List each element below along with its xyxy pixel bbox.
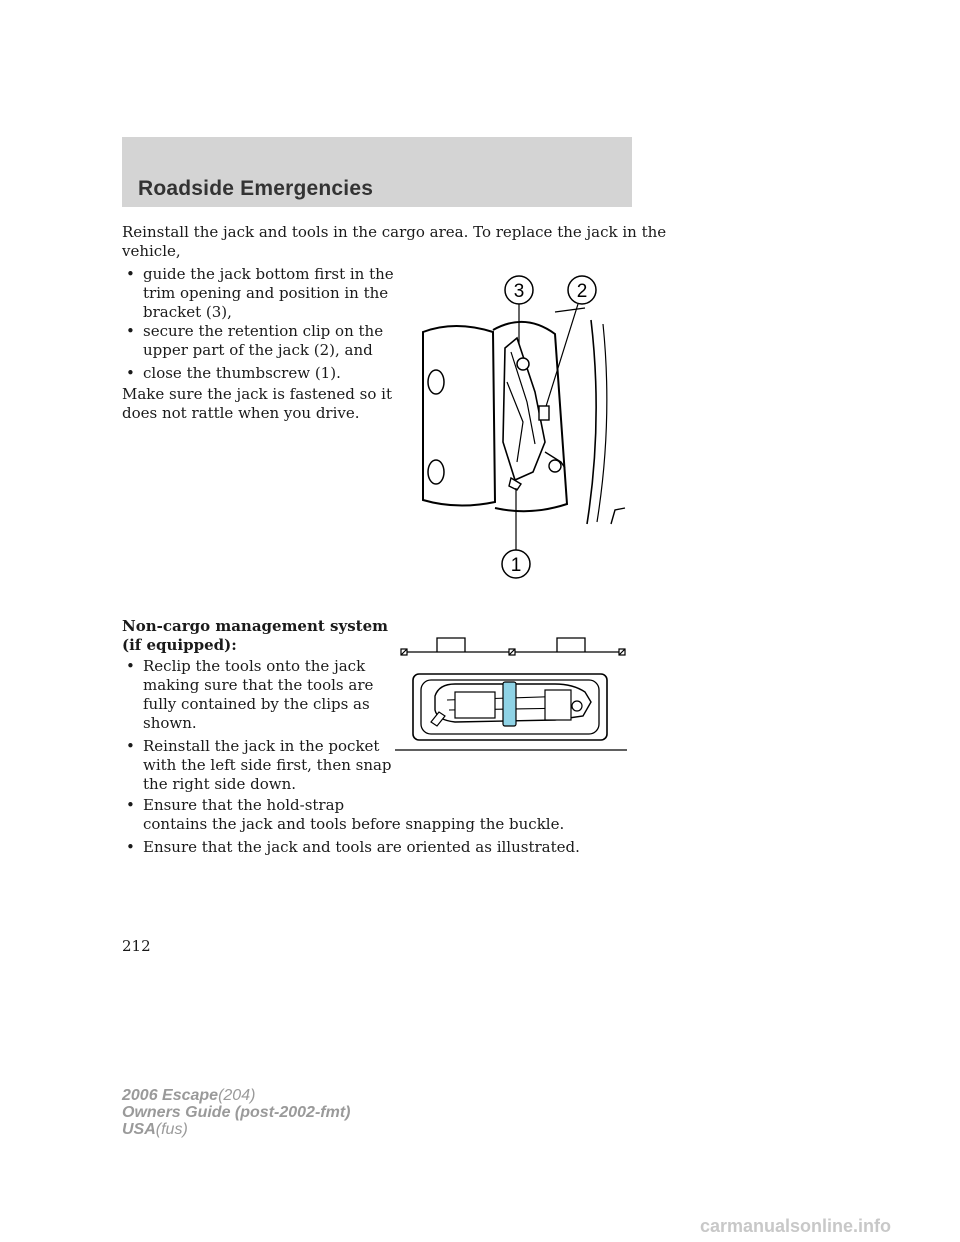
footer-market: USA — [122, 1121, 156, 1138]
item-2-line-2: with the left side first, then snap — [143, 756, 392, 774]
fasten-note-line-2: does not rattle when you drive. — [122, 404, 360, 422]
footer-model: 2006 Escape — [122, 1087, 219, 1104]
step-2-line-2: upper part of the jack (2), and — [143, 341, 373, 359]
callout-1-label: 1 — [510, 555, 522, 576]
section-title: Roadside Emergencies — [138, 177, 374, 200]
section-header-band — [122, 137, 632, 207]
item-3-line-1: Ensure that the hold-strap — [143, 796, 345, 814]
intro-line-2: vehicle, — [122, 242, 181, 260]
item-2-line-1: Reinstall the jack in the pocket — [143, 737, 380, 755]
item-1-line-1: Reclip the tools onto the jack — [143, 657, 366, 675]
bullet-glyph: • — [126, 657, 135, 675]
fasten-note-line-1: Make sure the jack is fastened so it — [122, 385, 392, 403]
bullet-glyph: • — [126, 322, 135, 340]
bullet-glyph: • — [126, 737, 135, 755]
step-1-line-2: trim opening and position in the — [143, 284, 389, 302]
item-1-line-2: making sure that the tools are — [143, 676, 374, 694]
jack-pocket-figure — [395, 632, 635, 752]
bullet-glyph: • — [126, 364, 135, 382]
footer-market-code: (fus) — [155, 1121, 188, 1138]
watermark: carmanualsonline.info — [700, 1216, 892, 1236]
item-2-line-3: the right side down. — [143, 775, 297, 793]
trim-door — [423, 326, 495, 506]
jack-installation-figure — [405, 272, 635, 582]
item-3-line-2: contains the jack and tools before snapping the buckle. — [143, 815, 565, 833]
step-2-line-1: secure the retention clip on the — [143, 322, 384, 340]
hold-strap — [503, 682, 516, 726]
footer-model-code: (204) — [218, 1087, 256, 1104]
step-3-line-1: close the thumbscrew (1). — [143, 364, 341, 382]
item-1-line-3: fully contained by the clips as — [143, 695, 370, 713]
bullet-glyph: • — [126, 796, 135, 814]
page-number: 212 — [122, 937, 151, 955]
callout-3-label: 3 — [513, 281, 525, 302]
footer-guide: Owners Guide (post-2002-fmt) — [122, 1104, 351, 1121]
step-1-line-3: bracket (3), — [143, 303, 232, 321]
step-1-line-1: guide the jack bottom first in the — [143, 265, 394, 283]
bullet-glyph: • — [126, 265, 135, 283]
item-4-line-1: Ensure that the jack and tools are oriented as illustrated. — [143, 838, 580, 856]
callout-2-label: 2 — [576, 281, 588, 302]
document-footer — [122, 1087, 350, 1138]
item-1-line-4: shown. — [143, 714, 197, 732]
non-cargo-heading-line-1: Non-cargo management system — [122, 617, 388, 635]
intro-line-1: Reinstall the jack and tools in the cargo area. To replace the jack in the — [122, 223, 667, 241]
bullet-glyph: • — [126, 838, 135, 856]
non-cargo-heading-line-2: (if equipped): — [122, 636, 237, 654]
